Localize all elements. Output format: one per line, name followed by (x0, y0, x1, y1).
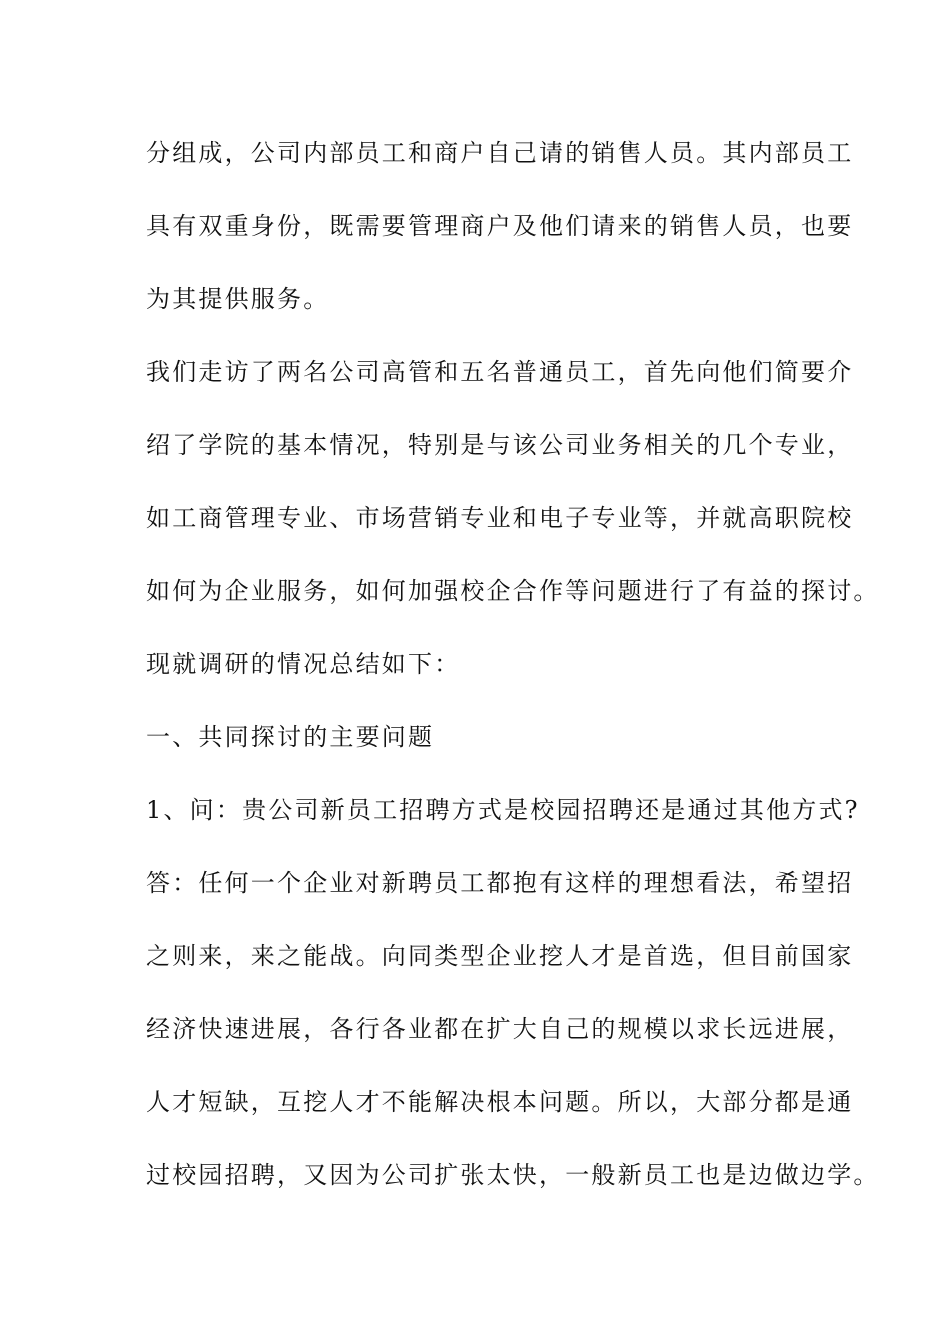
text-line: 之则来，来之能战。向同类型企业挖人才是首选，但目前国家 (146, 942, 854, 970)
text-line: 过校园招聘，又因为公司扩张太快，一般新员工也是边做边学。 (146, 1161, 880, 1189)
text-line: 绍了学院的基本情况，特别是与该公司业务相关的几个专业， (146, 431, 854, 459)
text-line: 经济快速进展，各行各业都在扩大自己的规模以求长远进展， (146, 1015, 854, 1043)
section-heading: 一、共同探讨的主要问题 (146, 723, 435, 751)
text-line: 具有双重身份，既需要管理商户及他们请来的销售人员，也要 (146, 212, 854, 240)
answer-line: 答：任何一个企业对新聘员工都抱有这样的理想看法，希望招 (146, 869, 854, 897)
text-line: 如何为企业服务，如何加强校企合作等问题进行了有益的探讨。 (146, 577, 880, 605)
text-line: 我们走访了两名公司高管和五名普通员工，首先向他们简要介 (146, 358, 854, 386)
document-body (146, 130, 880, 1225)
question-line: 1、问：贵公司新员工招聘方式是校园招聘还是通过其他方式? (146, 796, 860, 824)
text-line: 分组成，公司内部员工和商户自己请的销售人员。其内部员工 (146, 139, 854, 167)
text-line: 现就调研的情况总结如下： (146, 650, 461, 678)
text-line: 人才短缺，互挖人才不能解决根本问题。所以，大部分都是通 (146, 1088, 854, 1116)
text-line: 如工商管理专业、市场营销专业和电子专业等，并就高职院校 (146, 504, 854, 532)
text-line: 为其提供服务。 (146, 285, 330, 313)
